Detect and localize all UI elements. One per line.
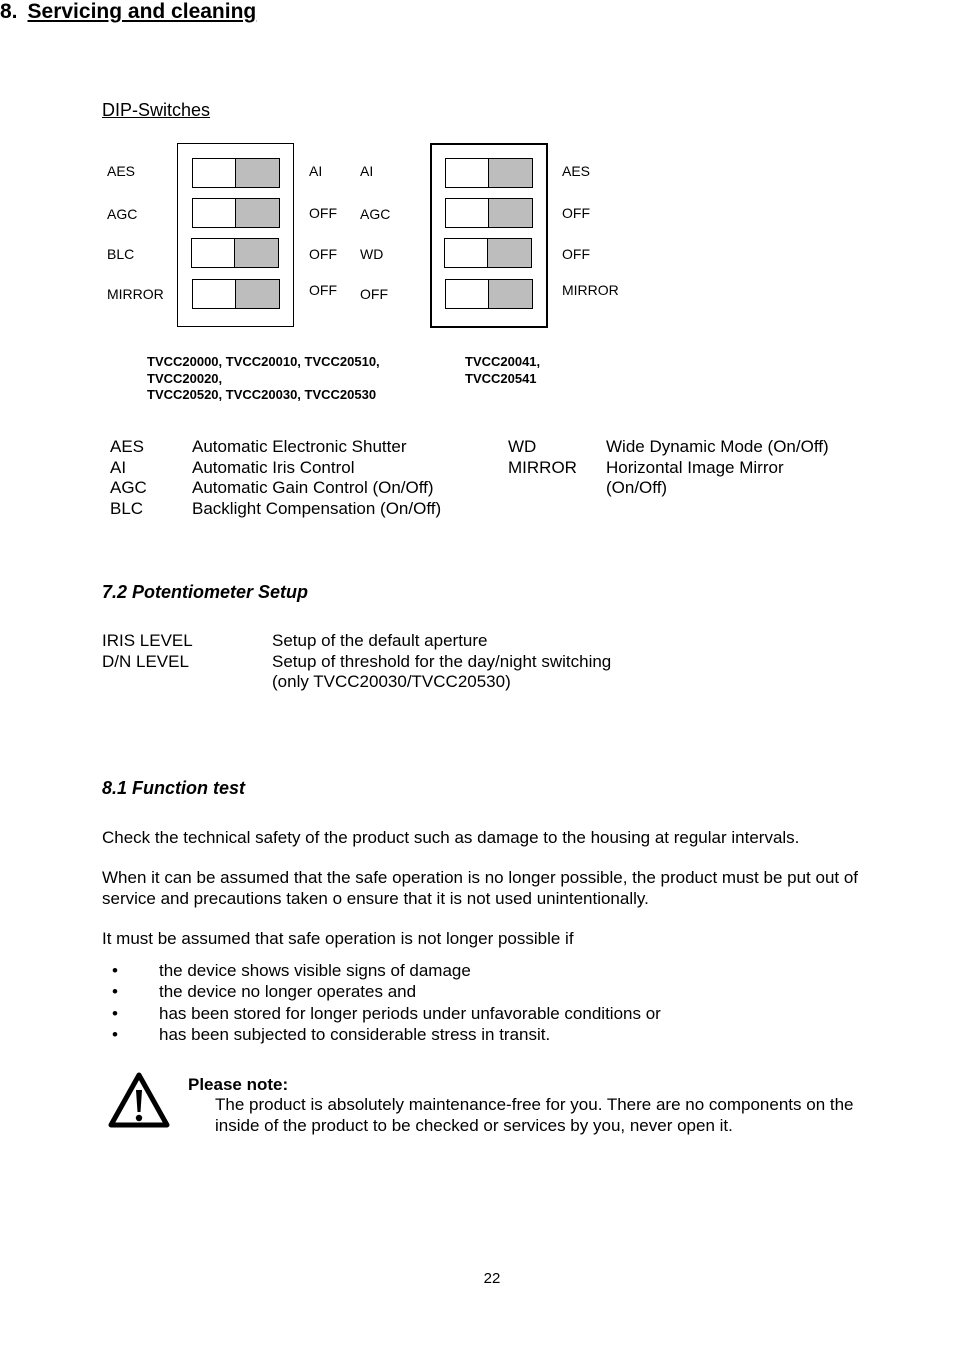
legend-abbr: AI bbox=[110, 457, 127, 477]
dip-switches-heading: DIP-Switches bbox=[102, 100, 211, 120]
model-line: TVCC20520, TVCC20030, TVCC20530 bbox=[147, 387, 377, 402]
legend-abbr: WD bbox=[508, 437, 537, 456]
paragraph-not-safe-if: It must be assumed that safe operation is not longer possible if bbox=[102, 929, 574, 948]
model-line: TVCC20541 bbox=[465, 370, 537, 386]
section-7-2-title: 7.2 Potentiometer Setup bbox=[102, 582, 309, 602]
dip-switch-2 bbox=[192, 198, 280, 228]
dip-label-agc: AGC bbox=[107, 206, 138, 222]
legend-desc: Automatic Electronic Shutter bbox=[192, 437, 407, 456]
list-item-text: the device shows visible signs of damage bbox=[159, 961, 471, 980]
pot-label-list bbox=[102, 631, 193, 672]
dip-label-mirror: MIRROR bbox=[107, 286, 164, 302]
list-item-text: has been stored for longer periods under unfavorable conditions or bbox=[159, 1003, 661, 1023]
dip-label-off: OFF bbox=[309, 282, 337, 298]
legend-desc: (On/Off) bbox=[606, 478, 668, 497]
bullet: • bbox=[112, 1024, 118, 1044]
legend-abbr: BLC bbox=[110, 498, 144, 518]
dip-label-mirror: MIRROR bbox=[562, 282, 619, 298]
note-title: Please note: bbox=[188, 1075, 289, 1094]
model-list-1 bbox=[147, 354, 380, 404]
list-item-text: has been subjected to considerable stress in transit. bbox=[159, 1024, 551, 1044]
paragraph-safety-check: Check the technical safety of the product such as damage to the housing at regular intervals. bbox=[102, 828, 800, 847]
dip-switch-4 bbox=[445, 279, 533, 309]
dip-switch-1 bbox=[445, 158, 533, 188]
legend-abbr: AGC bbox=[110, 478, 147, 497]
pot-desc: (only TVCC20030/TVCC20530) bbox=[272, 672, 511, 691]
bullet: • bbox=[112, 961, 118, 980]
dip-switch-1 bbox=[192, 158, 280, 188]
dip-label-blc: BLC bbox=[107, 246, 135, 262]
pot-label: IRIS LEVEL bbox=[102, 631, 193, 650]
dip-label-aes: AES bbox=[107, 163, 136, 179]
model-line: TVCC20000, TVCC20010, TVCC20510, bbox=[147, 354, 380, 369]
warning-icon bbox=[108, 1072, 170, 1128]
section-number: 8. bbox=[0, 0, 18, 23]
model-line: TVCC20020, bbox=[147, 370, 223, 386]
dip-label-off: OFF bbox=[309, 246, 337, 262]
dip-label-off: OFF bbox=[360, 286, 388, 302]
legend-desc-list-right bbox=[606, 437, 829, 499]
pot-desc: Setup of the default aperture bbox=[272, 631, 488, 650]
list-item-text: the device no longer operates and bbox=[159, 982, 417, 1002]
dip-switch-3 bbox=[444, 238, 532, 268]
dip-label-ai: AI bbox=[309, 163, 323, 179]
dip-switch-panel-1 bbox=[177, 143, 294, 327]
model-list-2 bbox=[465, 354, 540, 387]
bullet: • bbox=[112, 1003, 118, 1023]
dip-switch-3 bbox=[191, 238, 279, 268]
pot-desc-list bbox=[272, 631, 611, 693]
dip-label-ai: AI bbox=[360, 163, 374, 179]
bullet: • bbox=[112, 982, 118, 1002]
legend-desc: Wide Dynamic Mode (On/Off) bbox=[606, 437, 829, 456]
section-title: Servicing and cleaning bbox=[27, 0, 257, 23]
legend-abbr bbox=[508, 478, 577, 499]
legend-desc-list bbox=[192, 437, 441, 519]
dip-label-off: OFF bbox=[562, 205, 590, 221]
section-8-heading bbox=[0, 0, 954, 24]
dip-label-wd: WD bbox=[360, 246, 384, 262]
dip-label-off: OFF bbox=[309, 205, 337, 221]
pot-label: D/N LEVEL bbox=[102, 651, 189, 671]
legend-abbr-list bbox=[110, 437, 147, 519]
dip-label-aes: AES bbox=[562, 163, 591, 179]
page-number: 22 bbox=[483, 1270, 501, 1287]
legend-desc: Automatic Iris Control bbox=[192, 457, 355, 477]
note-text: The product is absolutely maintenance-free for you. There are no components on the inside of the product to be checked or services by you, never open it. bbox=[215, 1095, 854, 1135]
legend-desc: Horizontal Image Mirror bbox=[606, 457, 784, 477]
model-line: TVCC20041, bbox=[465, 354, 541, 369]
legend-desc: Backlight Compensation (On/Off) bbox=[192, 498, 442, 518]
dip-label-off: OFF bbox=[562, 246, 590, 262]
legend-abbr: AES bbox=[110, 437, 145, 456]
dip-switch-panel-2 bbox=[430, 143, 548, 328]
dip-switch-2 bbox=[445, 198, 533, 228]
legend-abbr-list-right bbox=[508, 437, 577, 499]
paragraph-out-of-service: When it can be assumed that the safe operation is no longer possible, the product must be put out of service and precautions taken o ensure that it is not used unintentionally. bbox=[102, 868, 859, 908]
dip-label-agc: AGC bbox=[360, 206, 391, 222]
dip-switch-4 bbox=[192, 279, 280, 309]
section-8-1-title: 8.1 Function test bbox=[102, 778, 246, 798]
pot-desc: Setup of threshold for the day/night switching bbox=[272, 651, 612, 671]
legend-abbr: MIRROR bbox=[508, 457, 577, 477]
legend-desc: Automatic Gain Control (On/Off) bbox=[192, 478, 434, 497]
